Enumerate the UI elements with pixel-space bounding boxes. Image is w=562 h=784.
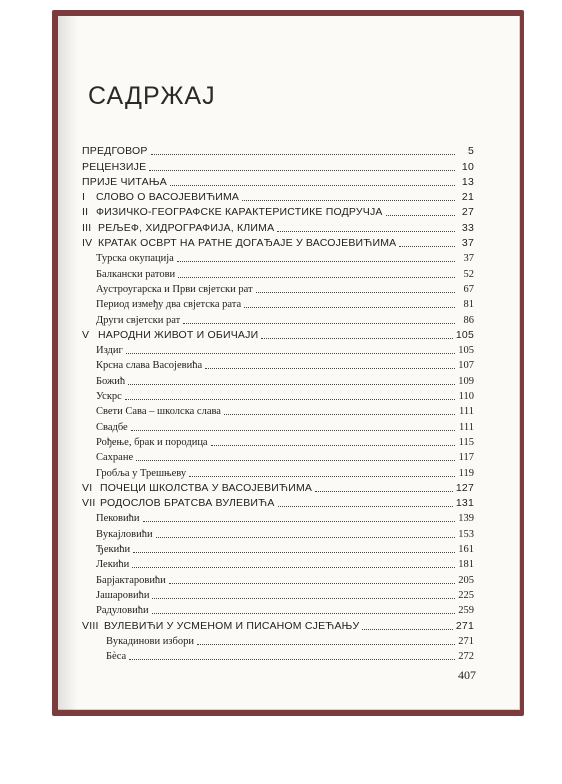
toc-row: [82, 250, 474, 265]
dot-leader: [128, 384, 455, 385]
toc-label: Други свјетски рат: [96, 314, 181, 326]
toc-page: 27: [461, 206, 474, 219]
toc-page: 86: [463, 314, 474, 326]
dot-leader: [177, 261, 455, 262]
toc-page: 111: [459, 406, 474, 418]
toc-row: [82, 434, 474, 449]
toc-row: [82, 388, 474, 403]
toc-page: 33: [461, 221, 474, 234]
toc-row: [82, 158, 474, 173]
toc-label: Ускрс: [96, 391, 122, 403]
dot-leader: [386, 215, 455, 216]
toc-page: 271: [458, 635, 474, 647]
toc-row: [82, 480, 474, 495]
toc-row: [82, 525, 474, 540]
toc-row: [82, 143, 474, 158]
toc-page: 127: [455, 481, 474, 494]
toc-row: [82, 174, 474, 189]
toc-row: [82, 418, 474, 433]
toc-page: 67: [463, 283, 474, 295]
toc-label: Вукајловићи: [96, 528, 153, 540]
dot-leader: [242, 200, 455, 201]
toc-number: I: [82, 191, 86, 204]
toc-page: 107: [458, 360, 474, 372]
dot-leader: [315, 491, 453, 492]
toc-page: 37: [461, 237, 474, 250]
toc-page: 81: [463, 299, 474, 311]
dot-leader: [211, 445, 455, 446]
toc-label: ФИЗИЧКО-ГЕОГРАФСКЕ КАРАКТЕРИСТИКЕ ПОДРУЧЈА: [96, 206, 383, 219]
dot-leader: [133, 552, 455, 553]
dot-leader: [131, 430, 455, 431]
toc-label: Аустроугарска и Први свјетски рат: [96, 283, 253, 295]
toc-page: 131: [455, 497, 474, 510]
page-title: САДРЖАЈ: [88, 82, 216, 110]
toc-number: VI: [82, 481, 93, 494]
dot-leader: [169, 583, 455, 584]
dot-leader: [149, 170, 455, 171]
dot-leader: [277, 231, 455, 232]
toc-label: ПРИЈЕ ЧИТАЊА: [82, 175, 167, 188]
toc-row: [82, 189, 474, 204]
toc-label: Свети Сава – школска слава: [96, 406, 221, 418]
toc-label: Бѐса: [106, 651, 127, 663]
dot-leader: [143, 521, 455, 522]
toc-row: [82, 587, 474, 602]
dot-leader: [399, 246, 455, 247]
toc-page: 111: [459, 421, 474, 433]
toc-row: [82, 219, 474, 234]
toc-label: Гробља у Трешњеву: [96, 467, 187, 479]
toc-row: [82, 556, 474, 571]
toc-label: Божић: [96, 375, 126, 387]
toc-row: [82, 449, 474, 464]
toc-label: Лекићи: [96, 559, 130, 571]
toc-page: 225: [458, 589, 474, 601]
toc-page: 259: [458, 605, 474, 617]
dot-leader: [261, 338, 453, 339]
dot-leader: [170, 185, 455, 186]
dot-leader: [278, 506, 453, 507]
toc-label: ПРЕДГОВОР: [82, 145, 148, 158]
toc-number: III: [82, 221, 92, 234]
dot-leader: [132, 567, 455, 568]
toc-row: [82, 617, 474, 632]
toc-number: VIII: [82, 619, 99, 632]
toc-page: 13: [461, 175, 474, 188]
dot-leader: [125, 399, 455, 400]
toc-row: [82, 648, 474, 663]
toc-page: 52: [463, 268, 474, 280]
toc-row: [82, 403, 474, 418]
toc-label: Радуловићи: [96, 605, 149, 617]
toc-row: [82, 281, 474, 296]
toc-row: [82, 204, 474, 219]
toc-label: ПОЧЕЦИ ШКОЛСТВА У ВАСОЈЕВИЋИМА: [100, 481, 313, 494]
toc-label: Јашаровићи: [96, 589, 150, 601]
toc-row: [82, 265, 474, 280]
toc-page: 10: [461, 160, 474, 173]
toc-row: [82, 311, 474, 326]
toc-label: Период између два свјетска рата: [96, 299, 242, 311]
dot-leader: [183, 323, 455, 324]
toc-page: 119: [458, 467, 474, 479]
toc-row: [82, 357, 474, 372]
dot-leader: [205, 368, 455, 369]
table-of-contents: [82, 143, 474, 663]
toc-row: [82, 571, 474, 586]
toc-page: 109: [458, 375, 474, 387]
toc-row: [82, 510, 474, 525]
dot-leader: [189, 476, 455, 477]
toc-page: 272: [458, 651, 474, 663]
dot-leader: [151, 154, 455, 155]
toc-label: Крсна слава Васојевића: [96, 360, 203, 372]
gutter-shadow: [58, 16, 78, 710]
dot-leader: [129, 659, 455, 660]
toc-page: 181: [458, 559, 474, 571]
toc-row: [82, 327, 474, 342]
dot-leader: [362, 629, 453, 630]
toc-label: ВУЛЕВИЋИ У УСМЕНОМ И ПИСАНОМ СЈЕЋАЊУ: [104, 619, 360, 632]
toc-label: НАРОДНИ ЖИВОТ И ОБИЧАЈИ: [98, 328, 259, 341]
toc-row: [82, 235, 474, 250]
toc-page: 5: [467, 145, 474, 158]
toc-row: [82, 541, 474, 556]
toc-label: Барјактаровићи: [96, 574, 166, 586]
toc-label: Свадбе: [96, 421, 128, 433]
toc-number: IV: [82, 237, 93, 250]
dot-leader: [256, 292, 455, 293]
toc-row: [82, 602, 474, 617]
toc-label: Сахране: [96, 452, 134, 464]
toc-label: Рођење, брак и породица: [96, 436, 208, 448]
dot-leader: [244, 307, 455, 308]
toc-page: 105: [458, 345, 474, 357]
toc-page: 115: [458, 436, 474, 448]
dot-leader: [152, 598, 455, 599]
toc-page: 110: [458, 391, 474, 403]
toc-label: РЕЦЕНЗИЈЕ: [82, 160, 147, 173]
toc-page: 21: [461, 191, 474, 204]
toc-page: 37: [463, 253, 474, 265]
toc-number: V: [82, 328, 90, 341]
toc-label: Ђекићи: [96, 544, 131, 556]
toc-number: VII: [82, 497, 96, 510]
toc-label: Издиг: [96, 345, 123, 357]
toc-row: [82, 495, 474, 510]
book-page: [58, 16, 520, 710]
dot-leader: [197, 644, 455, 645]
toc-page: 105: [455, 328, 474, 341]
dot-leader: [136, 460, 455, 461]
dot-leader: [178, 277, 455, 278]
toc-page: 161: [458, 544, 474, 556]
toc-label: СЛОВО О ВАСОЈЕВИЋИМА: [96, 191, 240, 204]
dot-leader: [224, 414, 455, 415]
toc-page: 117: [458, 452, 474, 464]
toc-row: [82, 296, 474, 311]
toc-label: Пековићи: [96, 513, 140, 525]
toc-page: 153: [458, 528, 474, 540]
toc-number: II: [82, 206, 89, 219]
toc-label: Вукадинови избори: [106, 635, 194, 647]
toc-row: [82, 633, 474, 648]
toc-label: РЕЉЕФ, ХИДРОГРАФИЈА, КЛИМА: [98, 221, 275, 234]
toc-page: 205: [458, 574, 474, 586]
toc-label: КРАТАК ОСВРТ НА РАТНЕ ДОГАЂАЈЕ У ВАСОЈЕВИЋИМА: [98, 237, 397, 250]
dot-leader: [156, 537, 455, 538]
toc-page: 139: [458, 513, 474, 525]
toc-row: [82, 342, 474, 357]
toc-row: [82, 372, 474, 387]
toc-label: Турска окупација: [96, 253, 174, 265]
dot-leader: [152, 613, 455, 614]
toc-label: Балкански ратови: [96, 268, 176, 280]
toc-row: [82, 464, 474, 479]
toc-page: 271: [455, 619, 474, 632]
dot-leader: [126, 353, 455, 354]
toc-label: РОДОСЛОВ БРАТСВА ВУЛЕВИЋА: [100, 497, 275, 510]
page-number: 407: [458, 668, 476, 682]
